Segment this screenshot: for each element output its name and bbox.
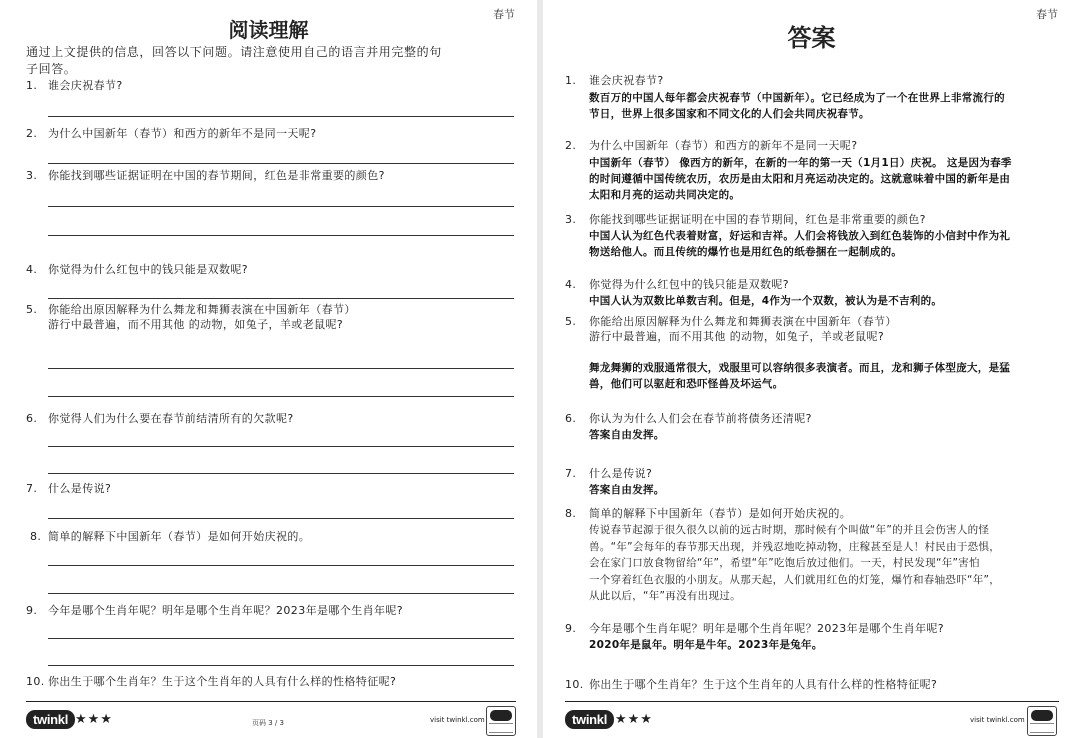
answer-line[interactable] bbox=[48, 368, 514, 369]
answer-question-4 bbox=[565, 277, 789, 292]
question-number: 4. bbox=[565, 278, 577, 291]
answer-text-2 bbox=[589, 155, 1059, 203]
answer-text-3 bbox=[589, 228, 1059, 260]
answer-text-9 bbox=[589, 637, 1059, 653]
question-number: 10. bbox=[565, 678, 584, 691]
instructions bbox=[26, 44, 516, 78]
question-text: 你出生于哪个生肖年？生于这个生肖年的人具有什么样的性格特征呢? bbox=[589, 678, 938, 691]
difficulty-stars: ★★★ bbox=[75, 712, 113, 727]
question-2 bbox=[26, 126, 316, 141]
answer-line[interactable] bbox=[48, 163, 514, 164]
question-text: 你觉得人们为什么要在春节前结清所有的欠款呢? bbox=[48, 412, 294, 425]
question-text: 你认为为什么人们会在春节前将债务还清呢? bbox=[589, 412, 812, 425]
answer-line-text: 数百万的中国人每年都会庆祝春节（中国新年）。它已经成为了一个在世界上非常流行的 bbox=[589, 92, 1005, 104]
question-text: 谁会庆祝春节? bbox=[589, 74, 664, 87]
visit-link[interactable]: visit twinkl.com bbox=[430, 716, 485, 724]
question-4 bbox=[26, 262, 248, 277]
answer-line-text: 舞龙舞狮的戏服通常很大，戏服里可以容纳很多表演者。而且，龙和狮子体型庞大，是猛 bbox=[589, 362, 1011, 374]
question-text: 为什么中国新年（春节）和西方的新年不是同一天呢? bbox=[48, 127, 317, 140]
question-text: 你能找到哪些证据证明在中国的春节期间，红色是非常重要的颜色? bbox=[48, 169, 385, 182]
worksheet-page bbox=[0, 0, 537, 738]
answer-line[interactable] bbox=[48, 593, 514, 594]
question-number: 3. bbox=[565, 213, 577, 226]
answer-line-text: 2020年是鼠年。明年是牛年。2023年是兔年。 bbox=[589, 639, 823, 651]
answer-question-5 bbox=[565, 314, 897, 329]
page-title: 答案 bbox=[787, 23, 836, 52]
legend-story bbox=[589, 522, 1061, 605]
difficulty-stars: ★★★ bbox=[615, 712, 653, 727]
answer-question-8 bbox=[565, 506, 851, 521]
answer-text-4 bbox=[589, 293, 1059, 309]
answer-line[interactable] bbox=[48, 638, 514, 639]
answer-line[interactable] bbox=[48, 206, 514, 207]
question-number: 3. bbox=[26, 169, 38, 182]
question-5 bbox=[26, 302, 356, 317]
question-1 bbox=[26, 78, 123, 93]
question-text: 你能给出原因解释为什么舞龙和舞狮表演在中国新年（春节） bbox=[589, 315, 897, 328]
answer-line-text: 的时间遵循中国传统农历，农历是由太阳和月亮运动决定的。这就意味着中国的新年是由 bbox=[589, 173, 1011, 185]
question-text: 什么是传说? bbox=[589, 467, 653, 480]
question-number: 7. bbox=[26, 482, 38, 495]
answer-line[interactable] bbox=[48, 665, 514, 666]
answer-line-text: 节日，世界上很多国家和不同文化的人们会共同庆祝春节。 bbox=[589, 108, 870, 120]
answer-question-2 bbox=[565, 138, 857, 153]
question-7 bbox=[26, 481, 111, 496]
question-text: 今年是哪个生肖年呢？明年是哪个生肖年呢？2023年是哪个生肖年呢? bbox=[48, 604, 404, 617]
answer-line[interactable] bbox=[48, 116, 514, 117]
page-number: 页码 3 / 3 bbox=[252, 719, 284, 727]
question-10 bbox=[26, 674, 396, 689]
question-text: 谁会庆祝春节? bbox=[48, 79, 123, 92]
question-5-continued: 游行中最普遍，而不用其他 的动物，如兔子，羊或老鼠呢? bbox=[48, 318, 344, 331]
answer-question-10 bbox=[565, 677, 937, 692]
footer-divider bbox=[26, 701, 516, 702]
footer-divider bbox=[565, 701, 1059, 702]
question-number: 9. bbox=[26, 604, 38, 617]
page-title: 阅读理解 bbox=[228, 18, 309, 42]
story-line: 从此以后，“年”再没有出现过。 bbox=[589, 590, 741, 602]
question-number: 1. bbox=[565, 74, 577, 87]
answer-line-text: 兽，他们可以驱赶和恐吓怪兽及坏运气。 bbox=[589, 378, 784, 390]
question-9 bbox=[26, 603, 403, 618]
answer-text-6 bbox=[589, 427, 1059, 443]
question-number: 6. bbox=[565, 412, 577, 425]
answer-line-text: 太阳和月亮的运动共同决定的。 bbox=[589, 189, 741, 201]
question-number: 9. bbox=[565, 622, 577, 635]
answer-line[interactable] bbox=[48, 473, 514, 474]
answer-text-1 bbox=[589, 90, 1059, 122]
question-number: 10. bbox=[26, 675, 45, 688]
question-number: 8. bbox=[565, 507, 577, 520]
question-number: 1. bbox=[26, 79, 38, 92]
question-text: 你出生于哪个生肖年？生于这个生肖年的人具有什么样的性格特征呢? bbox=[48, 675, 397, 688]
question-number: 7. bbox=[565, 467, 577, 480]
visit-link[interactable]: visit twinkl.com bbox=[970, 716, 1025, 724]
answer-question-7 bbox=[565, 466, 652, 481]
answer-line-text: 答案自由发挥。 bbox=[589, 484, 665, 496]
twinkl-logo[interactable]: twinkl bbox=[565, 710, 614, 729]
question-number: 2. bbox=[26, 127, 38, 140]
question-5-continued: 游行中最普遍，而不用其他 的动物，如兔子，羊或老鼠呢? bbox=[589, 330, 885, 343]
story-line: 会在家门口放食物留给“年”，希望“年”吃饱后放过他们。一天，村民发现“年”害怕 bbox=[589, 557, 980, 569]
answer-line[interactable] bbox=[48, 235, 514, 236]
corner-label: 春节 bbox=[1036, 8, 1058, 21]
answer-question-9 bbox=[565, 621, 944, 636]
question-text: 你觉得为什么红包中的钱只能是双数呢? bbox=[589, 278, 790, 291]
answer-line-text: 中国人认为红色代表着财富，好运和吉祥。人们会将钱放入到红色装饰的小信封中作为礼 bbox=[589, 230, 1011, 242]
answer-line-text: 答案自由发挥。 bbox=[589, 429, 665, 441]
story-line: 一个穿着红色衣服的小朋友。从那天起，人们就用红色的灯笼，爆竹和春轴恐吓“年”， bbox=[589, 573, 1001, 586]
corner-label: 春节 bbox=[493, 8, 515, 21]
question-text: 你觉得为什么红包中的钱只能是双数呢? bbox=[48, 263, 249, 276]
answer-question-3 bbox=[565, 212, 926, 227]
question-number: 4. bbox=[26, 263, 38, 276]
story-line: 兽。“年”会每年的春节那天出现，并残忍地吃掉动物，庄稼甚至是人！村民由于恐惧， bbox=[589, 540, 1001, 553]
answer-text-5 bbox=[589, 360, 1059, 392]
instructions-line: 通过上文提供的信息，回答以下问题。请注意使用自己的语言并用完整的句 bbox=[26, 45, 442, 59]
twinkl-logo[interactable]: twinkl bbox=[26, 710, 75, 729]
question-number: 6. bbox=[26, 412, 38, 425]
question-text: 你能找到哪些证据证明在中国的春节期间，红色是非常重要的颜色? bbox=[589, 213, 926, 226]
question-text: 简单的解释下中国新年（春节）是如何开始庆祝的。 bbox=[589, 507, 852, 520]
question-8 bbox=[30, 529, 310, 544]
question-number: 5. bbox=[26, 303, 38, 316]
answer-line[interactable] bbox=[48, 298, 514, 299]
answer-line-text: 物送给他人。而且传统的爆竹也是用红色的纸卷捆在一起制成的。 bbox=[589, 246, 903, 258]
answer-question-1 bbox=[565, 73, 664, 88]
answer-line-text: 中国人认为双数比单数吉利。但是，4作为一个双数，被认为是不吉利的。 bbox=[589, 295, 943, 307]
answer-line[interactable] bbox=[48, 446, 514, 447]
instructions-line: 子回答。 bbox=[26, 62, 77, 76]
question-text: 今年是哪个生肖年呢？明年是哪个生肖年呢？2023年是哪个生肖年呢? bbox=[589, 622, 945, 635]
question-text: 简单的解释下中国新年（春节）是如何开始庆祝的。 bbox=[48, 530, 311, 543]
answer-line[interactable] bbox=[48, 565, 514, 566]
question-number: 2. bbox=[565, 139, 577, 152]
answer-line[interactable] bbox=[48, 518, 514, 519]
answer-line-text: 中国新年（春节） 像西方的新年，在新的一年的第一天（1月1日）庆祝。 这是因为春季 bbox=[589, 157, 1012, 169]
quality-badge-icon bbox=[1027, 706, 1057, 736]
answer-text-7 bbox=[589, 482, 1059, 498]
story-line: 传说春节起源于很久很久以前的远古时期，那时候有个叫做“年”的并且会伤害人的怪 bbox=[589, 524, 990, 536]
question-number: 5. bbox=[565, 315, 577, 328]
answer-question-6 bbox=[565, 411, 812, 426]
question-number: 8. bbox=[30, 530, 42, 543]
question-text: 你能给出原因解释为什么舞龙和舞狮表演在中国新年（春节） bbox=[48, 303, 356, 316]
quality-badge-icon bbox=[486, 706, 516, 736]
question-text: 什么是传说? bbox=[48, 482, 112, 495]
question-6 bbox=[26, 411, 294, 426]
answer-line[interactable] bbox=[48, 396, 514, 397]
question-3 bbox=[26, 168, 385, 183]
question-text: 为什么中国新年（春节）和西方的新年不是同一天呢? bbox=[589, 139, 858, 152]
